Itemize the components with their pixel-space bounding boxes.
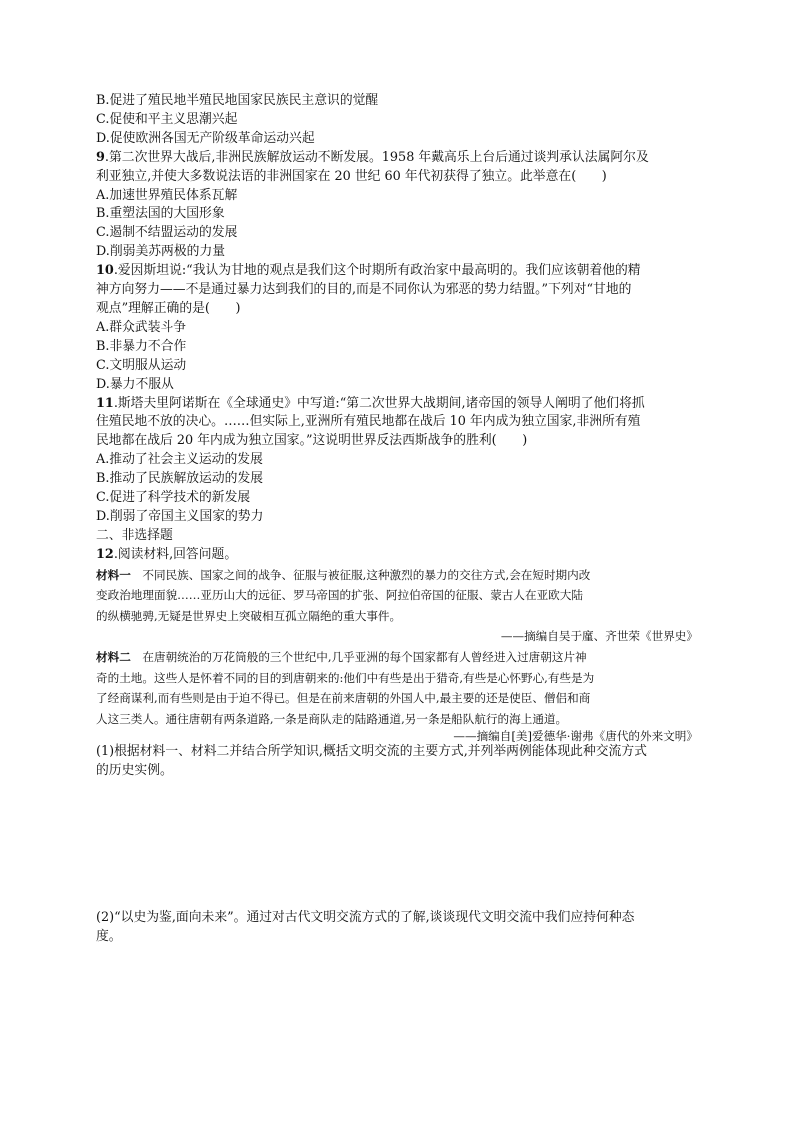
q10-stem-line-1: 10.爱因斯坦说:“我认为甘地的观点是我们这个时期所有政治家中最高明的。我们应该朝着他的精: [96, 263, 641, 279]
answer-space-1: [96, 781, 698, 909]
q8-option-d: D.促使欧洲各国无产阶级革命运动兴起: [96, 130, 315, 146]
material-two-line-4: 人这三类人。通往唐朝有两条道路,一条是商队走的陆路通道,另一条是船队航行的海上通道。: [96, 711, 568, 726]
q8-option-c: C.促使和平主义思潮兴起: [96, 111, 238, 127]
sub-question-1-line-2: 的历史实例。: [96, 763, 173, 779]
q11-option-b: B.推动了民族解放运动的发展: [96, 471, 264, 487]
material-one-source: ——摘编自吴于廑、齐世荣《世界史》: [500, 629, 698, 644]
q10-option-a: A.群众武装斗争: [96, 319, 187, 335]
material-one-line-3: 的纵横驰骋,无疑是世界史上突破相互孤立隔绝的重大事件。: [96, 608, 402, 623]
q10-option-b: B.非暴力不合作: [96, 338, 187, 354]
q10-stem-line-2: 神方向努力——不是通过暴力达到我们的目的,而是不同你认为邪恶的势力结盟。”下列对“甘地的: [96, 282, 632, 298]
q10-option-d: D.暴力不服从: [96, 376, 174, 392]
q11-option-c: C.促进了科学技术的新发展: [96, 490, 251, 506]
question-10: [96, 262, 698, 394]
q9-option-d: D.削弱美苏两极的力量: [96, 244, 226, 260]
sub-question-1-line-1: (1)根据材料一、材料二并结合所学知识,概括文明交流的主要方式,并列举两例能体现此种交流方式: [96, 744, 647, 760]
sub-question-2: [96, 909, 698, 947]
q9-stem-line-2: 利亚独立,并使大多数说法语的非洲国家在 20 世纪 60 年代初获得了独立。此举意在( ): [96, 168, 607, 184]
q11-number: 11: [96, 395, 114, 411]
q8-option-b: B.促进了殖民地半殖民地国家民族民主意识的觉醒: [96, 93, 379, 108]
sub-question-1: [96, 743, 698, 781]
material-two-line-1: 材料二 在唐朝统治的万花筒般的三个世纪中,几乎亚洲的每个国家都有人曾经进入过唐朝这片神: [96, 650, 587, 665]
material-two-source: ——摘编自[美]爱德华·谢弗《唐代的外来文明》: [453, 729, 698, 744]
q8-options: [96, 92, 698, 149]
q10-number: 10: [96, 263, 114, 279]
material-one-line-2: 变政治地理面貌……亚历山大的远征、罗马帝国的扩张、阿拉伯帝国的征服、蒙古人在亚欧大陆: [96, 588, 583, 603]
q11-option-a: A.推动了社会主义运动的发展: [96, 452, 263, 468]
q9-option-b: B.重塑法国的大国形象: [96, 206, 225, 222]
material-two-label: 材料二: [96, 650, 131, 665]
material-one-line-1: 材料一 不同民族、国家之间的战争、征服与被征服,这种激烈的暴力的交往方式,会在短时期内改: [96, 567, 591, 582]
q10-option-c: C.文明服从运动: [96, 357, 187, 373]
material-two: [96, 647, 698, 743]
q9-option-a: A.加速世界殖民体系瓦解: [96, 187, 238, 203]
sub-question-2-line-2: 度。: [96, 929, 122, 945]
material-one-label: 材料一: [96, 567, 131, 582]
sub-question-2-line-1: (2)“以史为鉴,面向未来”。通过对古代文明交流方式的了解,谈谈现代文明交流中我们应持何种态: [96, 910, 635, 926]
question-9: [96, 149, 698, 262]
q11-option-d: D.削弱了帝国主义国家的势力: [96, 508, 264, 524]
q10-stem-line-3: 观点”理解正确的是( ): [96, 300, 241, 316]
question-12: [96, 546, 698, 947]
q11-stem-line-2: 住殖民地不放的决心。……但实际上,亚洲所有殖民地都在战后 10 年内成为独立国家,非洲所有殖: [96, 414, 641, 430]
q9-stem-line-1: 9.第二次世界大战后,非洲民族解放运动不断发展。1958 年戴高乐上台后通过谈判承认法属阿尔及: [96, 149, 649, 165]
q12-stem: 12.阅读材料,回答问题。: [96, 546, 238, 562]
q11-stem-line-1: 11.斯塔夫里阿诺斯在《全球通史》中写道:“第二次世界大战期间,诸帝国的领导人阐明了他们将抓: [96, 395, 645, 411]
q9-number: 9: [96, 149, 105, 165]
material-two-line-3: 了经商谋利,而有些则是由于迫不得已。但是在前来唐朝的外国人中,最主要的还是使臣、僧侣和商: [96, 691, 591, 706]
q9-option-c: C.遏制不结盟运动的发展: [96, 225, 238, 241]
question-11: [96, 395, 698, 527]
q11-stem-line-3: 民地都在战后 20 年内成为独立国家。”这说明世界反法西斯战争的胜利( ): [96, 433, 528, 449]
material-two-line-2: 奇的土地。这些人是怀着不同的目的到唐朝来的:他们中有些是出于猎奇,有些是心怀野心,有些是为: [96, 670, 595, 685]
material-one: [96, 565, 698, 647]
q12-number: 12: [96, 546, 114, 562]
section-heading-non-choice: 二、非选择题: [96, 527, 173, 543]
document-page: [96, 92, 698, 947]
